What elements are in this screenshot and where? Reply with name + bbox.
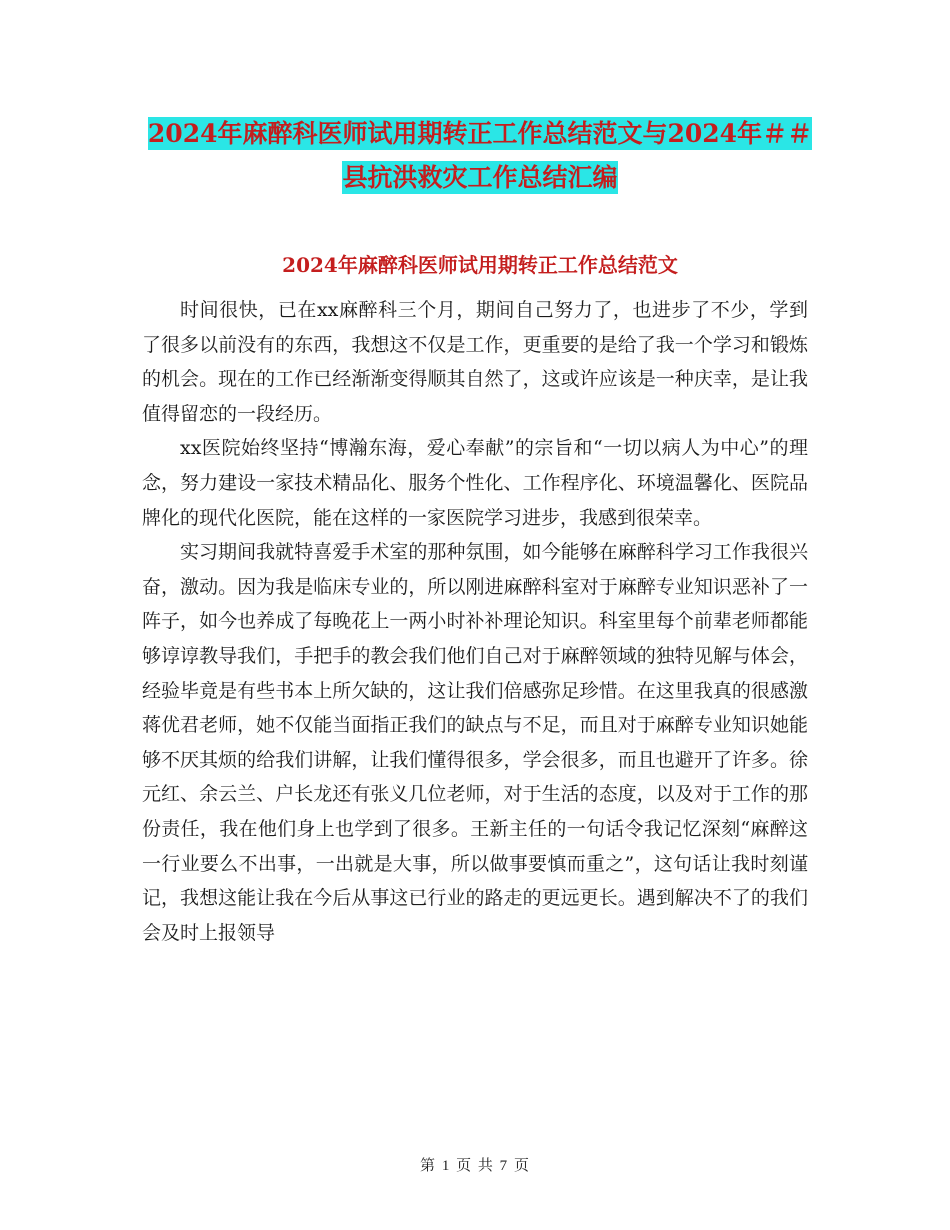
footer-suffix: 页 xyxy=(513,1156,530,1174)
document-body xyxy=(142,293,808,950)
current-page-number: 1 xyxy=(441,1158,451,1174)
document-title xyxy=(140,112,820,200)
paragraph: 实习期间我就特喜爱手术室的那种氛围，如今能够在麻醉科学习工作我很兴奋，激动。因为我是临床专业的，所以刚进麻醉科室对于麻醉专业知识恶补了一阵子，如今也养成了每晚花上一两小时补补理论知识。科室里每个前辈老师都能够谆谆教导我们，手把手的教会我们他们自己对于麻醉领域的独特见解与体会，经验毕竟是有些书本上所欠缺的，这让我们倍感弥足珍惜。在这里我真的很感激蒋优君老师，她不仅能当面指正我们的缺点与不足，而且对于麻醉专业知识她能够不厌其烦的给我们讲解，让我们懂得很多，学会很多，而且也避开了许多。徐元红、余云兰、户长龙还有张义几位老师，对于生活的态度，以及对于工作的那份责任，我在他们身上也学到了很多。王新主任的一句话令我记忆深刻“麻醉这一行业要么不出事，一出就是大事，所以做事要慎而重之”，这句话让我时刻谨记，我想这能让我在今后从事这已行业的路走的更远更长。遇到解决不了的我们会及时上报领导 xyxy=(142,541,808,944)
page-footer xyxy=(0,1154,950,1175)
document-title-text: 2024年麻醉科医师试用期转正工作总结范文与2024年＃＃县抗洪救灾工作总结汇编 xyxy=(147,119,813,192)
footer-prefix: 第 xyxy=(420,1156,437,1174)
section-title: 2024年麻醉科医师试用期转正工作总结范文 xyxy=(282,253,678,277)
paragraph: xx医院始终坚持“博瀚东海，爱心奉献”的宗旨和“一切以病人为中心”的理念，努力建设一家技术精品化、服务个性化、工作程序化、环境温馨化、医院品牌化的现代化医院，能在这样的一家医院学习进步，我感到很荣幸。 xyxy=(142,437,808,529)
paragraph: 时间很快，已在xx麻醉科三个月，期间自己努力了，也进步了不少，学到了很多以前没有的东西，我想这不仅是工作，更重要的是给了我一个学习和锻炼的机会。现在的工作已经渐渐变得顺其自然了，这或许应该是一种庆幸，是让我值得留恋的一段经历。 xyxy=(142,299,808,425)
footer-middle: 页 共 xyxy=(456,1156,494,1174)
total-page-count: 7 xyxy=(499,1158,509,1174)
